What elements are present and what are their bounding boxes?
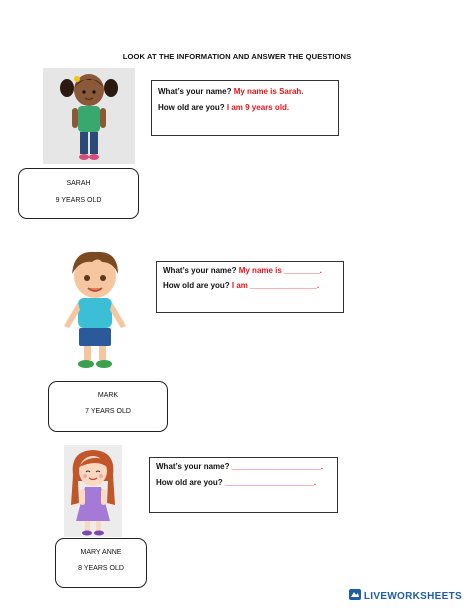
- question-age: How old are you?: [156, 478, 223, 487]
- answer-age: ____________________.: [222, 478, 317, 487]
- girl-mary-anne-illustration: [64, 445, 122, 537]
- answer-age: I am 9 years old.: [224, 103, 290, 112]
- answer-box-mary-anne: [149, 457, 338, 513]
- boy-mark-illustration: [58, 246, 132, 372]
- question-age-line: [163, 281, 319, 290]
- answer-name: My name is ________.: [236, 266, 322, 275]
- answer-name: ____________________.: [229, 462, 323, 471]
- question-name: What’s your name?: [163, 266, 237, 275]
- girl-sarah-illustration: [43, 68, 135, 164]
- question-name: What’s your name?: [156, 462, 230, 471]
- name-card-sarah: [18, 168, 139, 219]
- liveworksheets-icon: [349, 587, 361, 605]
- kid-age: 7 YEARS OLD: [85, 408, 131, 415]
- name-card-mary-anne: [55, 538, 147, 588]
- answer-name: My name is Sarah.: [231, 87, 304, 96]
- worksheet-title: LOOK AT THE INFORMATION AND ANSWER THE QUESTIONS: [122, 52, 352, 61]
- answer-age: I am _______________.: [229, 281, 320, 290]
- answer-box-sarah: [151, 80, 339, 136]
- question-name: What’s your name?: [158, 87, 232, 96]
- question-name-line: [163, 266, 322, 275]
- page-footer: [0, 587, 474, 611]
- kid-age: 8 YEARS OLD: [78, 565, 124, 572]
- question-age-line: [156, 478, 316, 487]
- question-name-line: [158, 87, 304, 96]
- kid-name: SARAH: [66, 180, 91, 187]
- question-age: How old are you?: [163, 281, 230, 290]
- liveworksheets-logo[interactable]: [349, 587, 462, 605]
- question-name-line: [156, 462, 323, 471]
- question-age-line: [158, 103, 289, 112]
- brand-text: LIVEWORKSHEETS: [363, 590, 462, 602]
- answer-box-mark: [156, 261, 344, 313]
- question-age: How old are you?: [158, 103, 225, 112]
- kid-name: MARY ANNE: [80, 549, 122, 556]
- kid-name: MARK: [97, 392, 119, 399]
- kid-age: 9 YEARS OLD: [55, 197, 102, 204]
- name-card-mark: [48, 381, 168, 432]
